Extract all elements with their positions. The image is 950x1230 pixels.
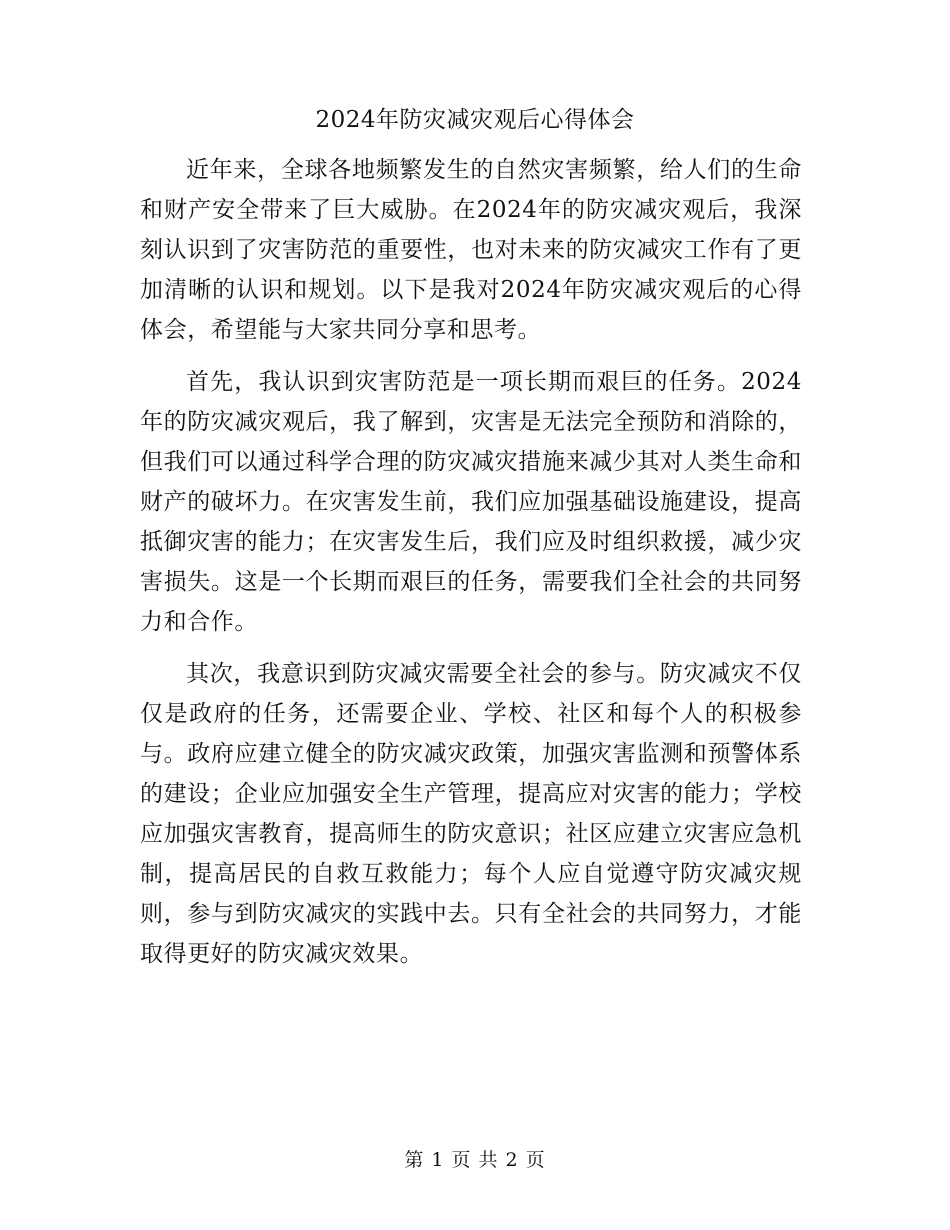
- document-body: [140, 150, 802, 986]
- paragraph-2: 首先，我认识到灾害防范是一项长期而艰巨的任务。2024年的防灾减灾观后，我了解到，灾害是无法完全预防和消除的，但我们可以通过科学合理的防灾减灾措施来减少其对人类生命和财产的破坏力。在灾害发生前，我们应加强基础设施建设，提高抵御灾害的能力；在灾害发生后，我们应及时组织救援，减少灾害损失。这是一个长期而艰巨的任务，需要我们全社会的共同努力和合作。: [140, 369, 802, 635]
- paragraph-3: 其次，我意识到防灾减灾需要全社会的参与。防灾减灾不仅仅是政府的任务，还需要企业、学校、社区和每个人的积极参与。政府应建立健全的防灾减灾政策，加强灾害监测和预警体系的建设；企业应加强安全生产管理，提高应对灾害的能力；学校应加强灾害教育，提高师生的防灾意识；社区应建立灾害应急机制，提高居民的自救互救能力；每个人应自觉遵守防灾减灾规则，参与到防灾减灾的实践中去。只有全社会的共同努力，才能取得更好的防灾减灾效果。: [140, 661, 802, 967]
- paragraph-1: 近年来，全球各地频繁发生的自然灾害频繁，给人们的生命和财产安全带来了巨大威胁。在2024年的防灾减灾观后，我深刻认识到了灾害防范的重要性，也对未来的防灾减灾工作有了更加清晰的认识和规划。以下是我对2024年防灾减灾观后的心得体会，希望能与大家共同分享和思考。: [140, 157, 802, 343]
- document-title: 2024年防灾减灾观后心得体会: [315, 107, 635, 133]
- page-number-footer: 第 1 页 共 2 页: [404, 1149, 546, 1171]
